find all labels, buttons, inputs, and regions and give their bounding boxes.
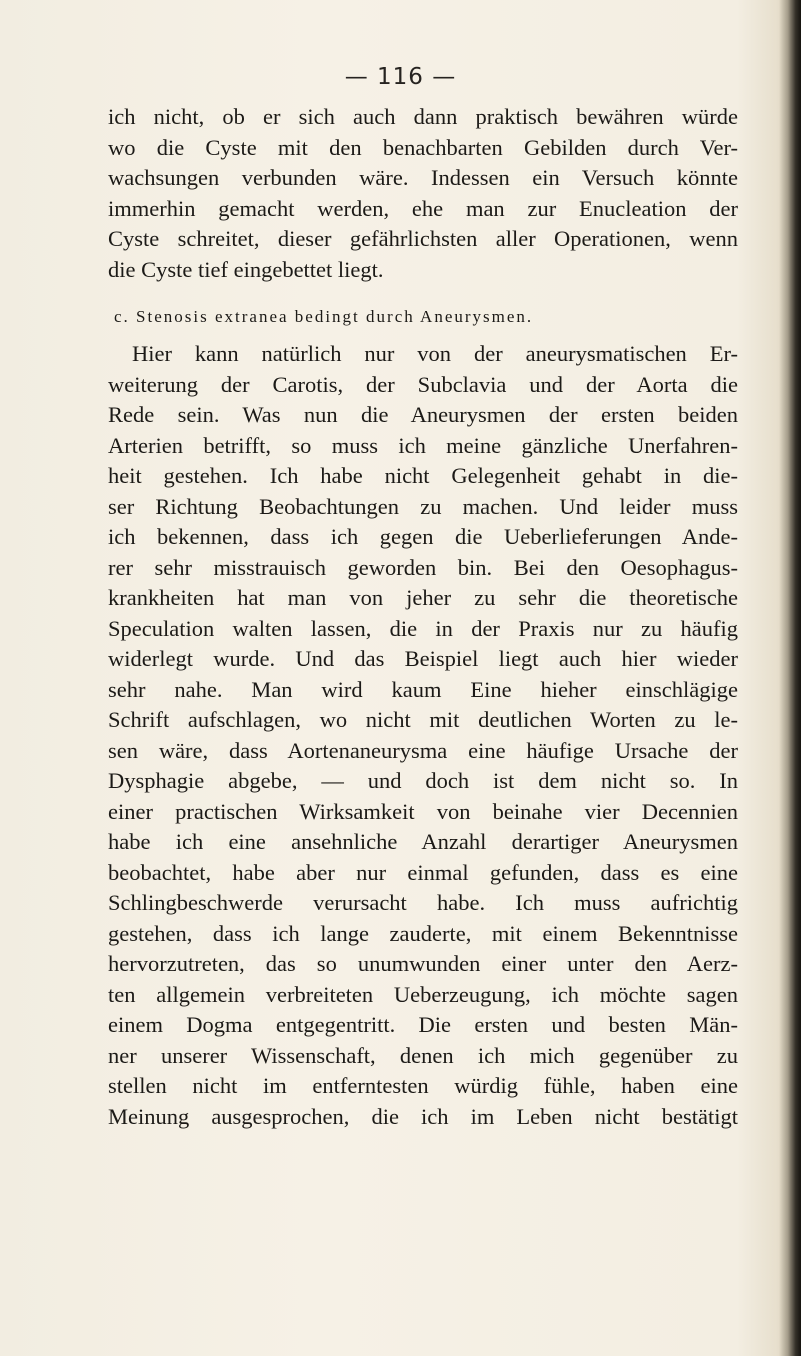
text-line: rer sehr misstrauisch geworden bin. Bei den Oesophagus- — [108, 554, 738, 580]
text-block — [108, 102, 738, 1132]
text-line: wo die Cyste mit den benachbarten Gebilden durch Ver- — [108, 134, 738, 160]
text-line: Schlingbeschwerde verursacht habe. Ich muss aufrichtig — [108, 890, 738, 915]
text-line: krankheiten hat man von jeher zu sehr die theoretische — [108, 585, 738, 610]
text-line: ten allgemein verbreiteten Ueberzeugung, ich möchte sagen — [108, 981, 738, 1007]
text-line: ner unserer Wissenschaft, denen ich mich gegenüber zu — [108, 1042, 738, 1068]
text-line: Meinung ausgesprochen, die ich im Leben nicht bestätigt — [108, 1103, 738, 1129]
text-line: Hier kann natürlich nur von der aneurysmatischen Er- — [132, 341, 738, 366]
text-line: widerlegt wurde. Und das Beispiel liegt auch hier wieder — [108, 646, 738, 671]
text-line: beobachtet, habe aber nur einmal gefunden, dass es eine — [108, 859, 738, 885]
text-line: stellen nicht im entferntesten würdig fühle, haben eine — [108, 1073, 738, 1098]
text-line: Rede sein. Was nun die Aneurysmen der ersten beiden — [108, 402, 738, 427]
text-line: Dysphagie abgebe, — und doch ist dem nicht so. In — [108, 768, 738, 793]
paragraph-1 — [108, 102, 738, 285]
text-line: heit gestehen. Ich habe nicht Gelegenheit gehabt in die- — [108, 463, 738, 488]
text-line: immerhin gemacht werden, ehe man zur Enucleation der — [108, 195, 738, 221]
text-line: gestehen, dass ich lange zauderte, mit einem Bekenntnisse — [108, 920, 738, 946]
text-line: hervorzutreten, das so unumwunden einer unter den Aerz- — [108, 951, 738, 976]
text-line: Speculation walten lassen, die in der Praxis nur zu häufig — [108, 615, 738, 641]
text-line: Cyste schreitet, dieser gefährlichsten aller Operationen, wenn — [108, 226, 738, 251]
text-line: die Cyste tief eingebettet liegt. — [108, 256, 384, 282]
text-line: weiterung der Carotis, der Subclavia und der Aorta die — [108, 371, 738, 397]
text-line: einer practischen Wirksamkeit von beinahe vier Decennien — [108, 798, 738, 824]
text-line: einem Dogma entgegentritt. Die ersten und besten Män- — [108, 1012, 738, 1037]
binding-edge — [779, 0, 801, 1356]
text-line: Schrift aufschlagen, wo nicht mit deutlichen Worten zu le- — [108, 707, 738, 732]
section-heading: c. Stenosis extranea bedingt durch Aneurysmen. — [114, 307, 534, 326]
text-line: ser Richtung Beobachtungen zu machen. Und leider muss — [108, 493, 738, 519]
text-line: habe ich eine ansehnliche Anzahl derartiger Aneurysmen — [108, 829, 738, 854]
text-line: wachsungen verbunden wäre. Indessen ein Versuch könnte — [108, 165, 738, 190]
text-line: sen wäre, dass Aortenaneurysma eine häufige Ursache der — [108, 737, 738, 763]
text-line: Arterien betrifft, so muss ich meine gänzliche Unerfahren- — [108, 432, 738, 458]
paragraph-2 — [108, 339, 738, 1132]
text-line: sehr nahe. Man wird kaum Eine hieher einschlägige — [108, 676, 738, 702]
text-line: ich bekennen, dass ich gegen die Ueberlieferungen Ande- — [108, 524, 738, 549]
page-number: — 116 — — [344, 64, 457, 90]
text-line: ich nicht, ob er sich auch dann praktisch bewähren würde — [108, 104, 738, 129]
